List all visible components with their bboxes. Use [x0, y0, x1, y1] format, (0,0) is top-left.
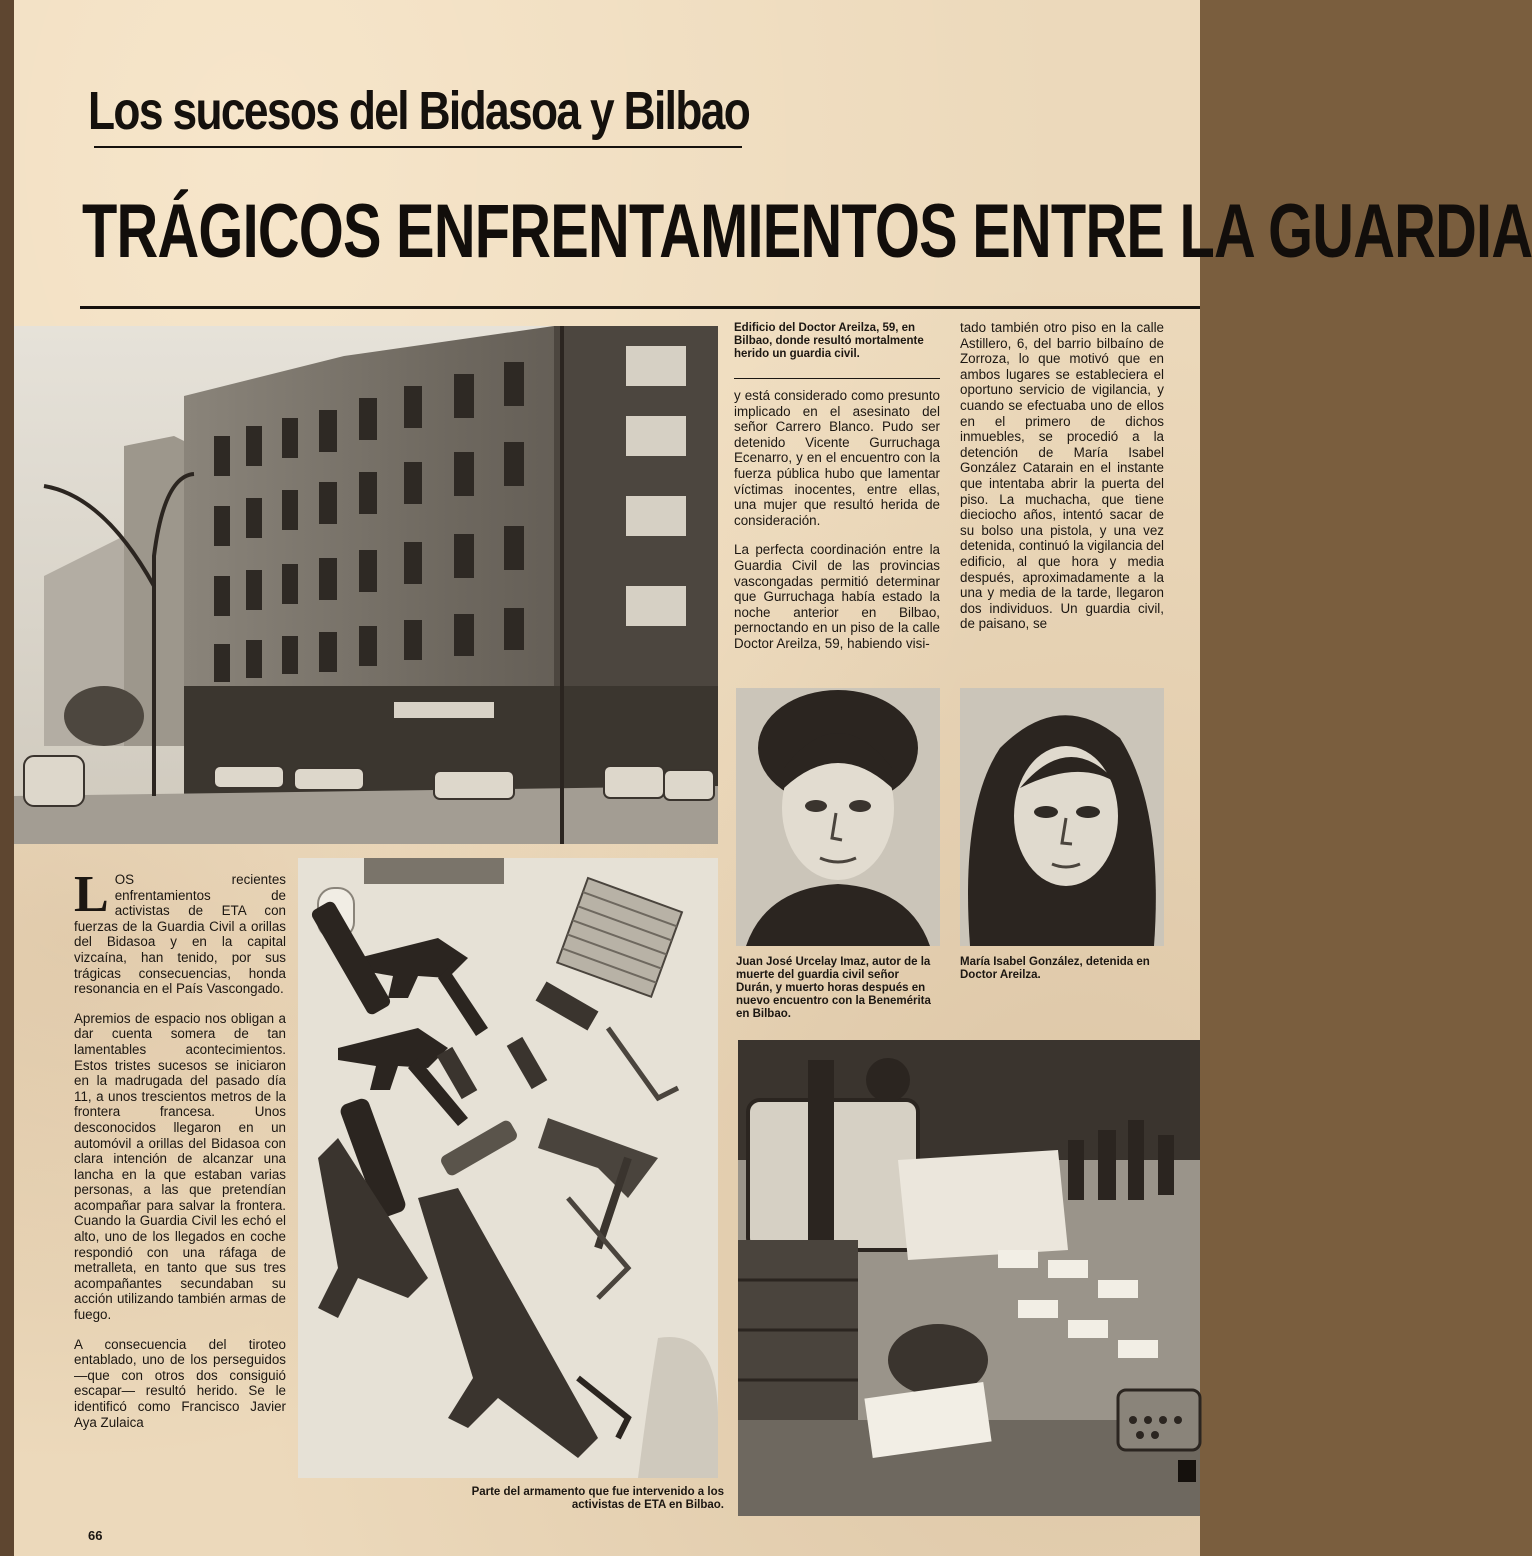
- article-col2-para-2: La perfecta coordinación entre la Guardia Civil de las provincias vascongadas permitió determinar que Gurruchaga había estado la noche anterior en Bilbao, pernoctando en un piso de la calle Doctor Areilza, 59, habiendo visi-: [734, 542, 940, 651]
- article-col1-para-3: A consecuencia del tiroteo entablado, uno de los perseguidos —que con otros dos consiguió escapar— resultó herido. Se le identificó como Francisco Javier Aya Zulaica: [74, 1336, 286, 1430]
- article-col1-para-1: OS recientes enfrentamientos de activistas de ETA con fuerzas de la Guardia Civil a orillas del Bidasoa y en la capital vizcaína, han tenido, por sus trágicas consecuencias, honda resonancia en el País Vascongado.: [74, 872, 286, 997]
- seized-items-photo-icon: [738, 1040, 1200, 1516]
- article-column-3: [960, 320, 1164, 646]
- portrait-man-icon: [736, 688, 940, 946]
- portrait-woman-icon: [960, 688, 1164, 946]
- article-col3-para-1: tado también otro piso en la calle Astillero, 6, del barrio bilbaíno de Zorroza, lo que motivó que en ambos lugares se estableciera el oportuno servicio de vigilancia, y cuando se efectuaba uno de ellos en el primero de dichos inmuebles, se procedió a la detención de María Isabel González Catarain en el instante que intentaba abrir la puerta del piso. La muchacha, que tiene dieciocho años, intentó sacar de su bolso una pistola, y una vez detenida, continuó la vigilancia del edificio, al que hora y media después, aproximadamente a la una y media de la tarde, llegaron dos individuos. Un guardia civil, de paisano, se: [960, 320, 1164, 632]
- building-caption: Edificio del Doctor Areilza, 59, en Bilbao, donde resultó mortalmente herido un guardia civil.: [734, 322, 924, 360]
- corner-marker: [1178, 1460, 1196, 1482]
- magazine-page: [14, 0, 1532, 1556]
- article-col2-para-1: y está considerado como presunto implicado en el asesinato del señor Carrero Blanco. Pudo ser detenido Vicente Gurruchaga Ecenarro, y en el encuentro con la fuerza pública hubo que lamentar víctimas inocentes, entre ellas, una mujer que resultó herida de consideración.: [734, 388, 940, 528]
- article-column-1: [74, 866, 286, 1444]
- portrait-man-caption: Juan José Urcelay Imaz, autor de la muerte del guardia civil señor Durán, y muerto horas después en nuevo encuentro con la Benemérita en Bilbao.: [736, 956, 931, 1020]
- page-edge: [0, 0, 14, 1556]
- headline-rule: [80, 306, 1200, 309]
- caption-rule: [734, 378, 940, 379]
- kicker-title: Los sucesos del Bidasoa y Bilbao: [88, 81, 750, 141]
- dropcap: L: [74, 866, 109, 923]
- page-number: 66: [88, 1528, 103, 1543]
- article-col1-para-2: Apremios de espacio nos obligan a dar cuenta somera de tan lamentables acontecimientos. Estos tristes sucesos se iniciaron en la madrugada del pasado día 11, a unos trescientos metros de la frontera francesa. Unos desconocidos llegaron en un automóvil a orillas del Bidasoa con clara intención de alcanzar una lancha en la que estaban varias personas, a las que pretendían acompañar para salvar la frontera. Cuando la Guardia Civil les echó el alto, uno de los llegados en coche respondió con una ráfaga de metralleta, en tanto que sus tres acompañantes secundaban su acción utilizando también armas de fuego.: [74, 1010, 286, 1323]
- weapons-photo-icon: [298, 858, 718, 1478]
- headline: TRÁGICOS ENFRENTAMIENTOS ENTRE LA GUARDIA: [82, 189, 1532, 274]
- article-column-2: [734, 388, 940, 666]
- kicker-rule: [94, 146, 742, 148]
- weapons-caption: Parte del armamento que fue intervenido a los activistas de ETA en Bilbao.: [471, 1486, 724, 1511]
- street-photo-icon: [14, 326, 718, 844]
- portrait-woman-caption: María Isabel González, detenida en Doctor Areilza.: [960, 956, 1150, 981]
